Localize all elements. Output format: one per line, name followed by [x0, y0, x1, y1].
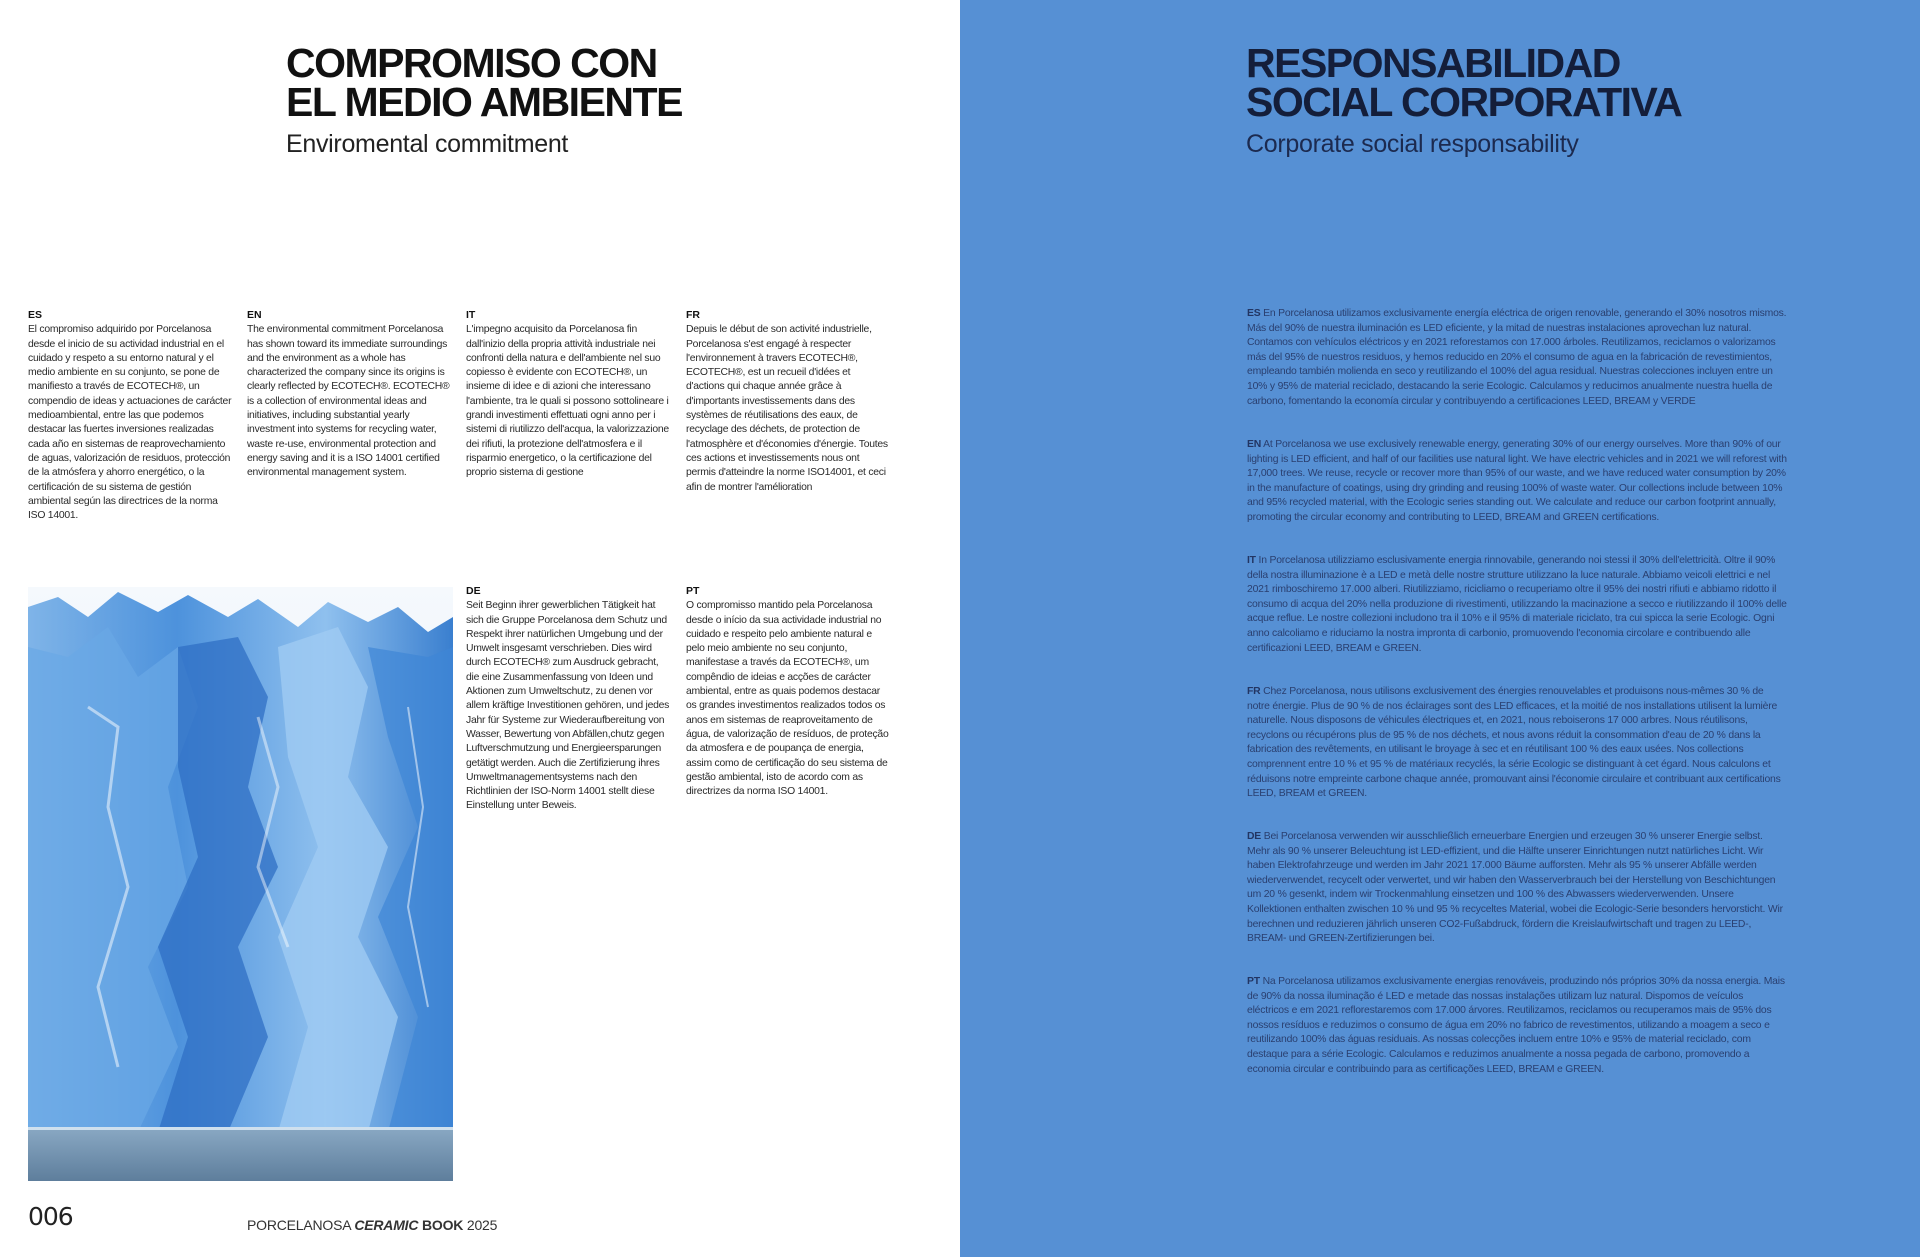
page-number: 006 [28, 1202, 73, 1231]
footer-book-rest: BOOK [421, 1217, 464, 1233]
csr-lang-en: EN [1247, 439, 1262, 450]
csr-text-en: At Porcelanosa we use exclusively renewable energy, generating 30% of our energy ourselves. More than 90% of our lighting is LED efficient, and half of our facilities use natural light. We have electric vehicles and in 2021 we will reforest with 17,000 trees. We reuse, recycle or recover more than 95% of our waste, and we have reduced water consumption by 20% in the manufacture of coatings, using dry grinding and reusing 100% of waste water. Our collections include between 10% and 95% recycled material, with the Ecologic series standing out. We calculate and reduce our carbon footprint annually, promoting the circular economy and contributing to LEED, BREAM and GREEN certifications. [1247, 439, 1787, 523]
language-label-it: IT [466, 309, 476, 321]
left-title [286, 40, 682, 125]
footer-book-title [354, 1217, 463, 1233]
csr-text-es: En Porcelanosa utilizamos exclusivamente energía eléctrica de origen renovable, generando el 30% nosotros mismos. Más del 90% de nuestra iluminación es LED eficiente, y la mitad de nuestras instalaciones aprovechan luz natural. Contamos con vehículos eléctricos y en 2021 reforestamos con 17.000 árboles. Reutilizamos, reciclamos o valorizamos más del 95% de nuestros residuos, y hemos reducido en 20% el consumo de agua en la fabricación de revestimientos, empleando también molienda en seco y reutilizando el 100% del agua residual. Nuestras colecciones incluyen entre un 10% y 95% de material reciclado, destacando la serie Ecologic. Calculamos y reducimos anualmente nuestra huella de carbono, fomentando la economía circular y contribuyendo a certificaciones LEED, BREAM y VERDE [1247, 308, 1787, 407]
csr-block-es [1247, 307, 1787, 409]
csr-block-pt [1247, 975, 1787, 1077]
footer-book-italic: CERAMIC [354, 1217, 419, 1233]
text-column-it [466, 308, 671, 481]
csr-block-de [1247, 830, 1787, 947]
text-column-en [247, 308, 452, 481]
right-title-line-1: RESPONSABILIDAD [1246, 40, 1620, 86]
language-label-pt: PT [686, 585, 700, 597]
glacier-photo [28, 587, 453, 1181]
language-label-fr: FR [686, 309, 700, 321]
left-title-line-1: COMPROMISO CON [286, 40, 657, 86]
csr-lang-de: DE [1247, 831, 1262, 842]
footer-brand: PORCELANOSA [247, 1217, 351, 1233]
text-column-es [28, 308, 233, 523]
glacier-illustration [28, 587, 453, 1181]
right-page [960, 0, 1920, 1257]
csr-text-it: In Porcelanosa utilizziamo esclusivamente energia rinnovabile, generando noi stessi il 30% dell'elettricità. Oltre il 90% della nostra illuminazione è a LED e metà delle nostre strutture utilizzano la luce naturale. Abbiamo veicoli elettrici e nel 2021 rimboschiremo 17.000 alberi. Riutilizziamo, ricicliamo o recuperiamo oltre il 95% dei nostri rifiuti e abbiamo ridotto il consumo di acqua del 20% nella produzione di rivestimenti, utilizzando la macinazione a secco e riutilizzando il 100% delle acque reflue. Le nostre collezioni includono tra il 10% e il 95% di materiale riciclato, tra cui spicca la serie Ecologic. Ogni anno calcoliamo e riduciamo la nostra impronta di carbonio, promuovendo l'economia circolare e contribuendo alle certificazioni LEED, BREAM e GREEN. [1247, 555, 1787, 654]
csr-text-pt: Na Porcelanosa utilizamos exclusivamente energias renováveis, produzindo nós próprios 30% da nossa energia. Mais de 90% da nossa iluminação é LED e metade das nossas instalações utilizam luz natural. Dispomos de veículos eléctricos e em 2021 reflorestaremos com 17.000 árvores. Reutilizamos, reciclamos ou recuperamos mais de 95% dos nossos resíduos e reduzimos o consumo de água em 20% no fabrico de revestimentos, utilizando a moagem a seco e reutilizando 100% das águas residuais. As nossas colecções incluem entre 10% e 95% de material reciclado, com destaque para a série Ecologic. Calculamos e reduzimos anualmente a nossa pegada de carbono, promovendo a economia circular e contribuindo para as certificações LEED, BREAM e GREEN. [1247, 976, 1785, 1075]
right-subtitle: Corporate social responsability [1246, 130, 1579, 158]
column-text-pt: O compromisso mantido pela Porcelanosa desde o início da sua actividade industrial no cuidado e respeito pelo ambiente natural e pelo meio ambiente no seu conjunto, manifestase a través da ECOTECH®, um compêndio de ideias e acções de carácter ambiental, entre as quais podemos destacar os grandes investimentos realizados todos os anos em sistemas de reaproveitamento de água, de valorização de resíduos, de proteção da atmosfera e de poupança de energia, assim como de certificação do seu sistema de gestão ambiental, isto de acordo com as directrizes da norma ISO 14001. [686, 600, 889, 798]
left-subtitle: Enviromental commitment [286, 130, 569, 158]
column-text-en: The environmental commitment Porcelanosa has shown toward its immediate surroundings and the environment as a whole has characterized the company since its origins is clearly reflected by ECOTECH®. ECOTECH® is a collection of environmental ideas and initiatives, including substantial yearly investment into systems for recycling water, waste re-use, environmental protection and energy saving and it is a ISO 14001 certified environmental management system. [247, 324, 450, 479]
language-label-en: EN [247, 309, 262, 321]
language-label-de: DE [466, 585, 481, 597]
text-column-fr [686, 308, 891, 495]
right-title [1246, 40, 1682, 125]
csr-block-en [1247, 438, 1787, 526]
csr-lang-pt: PT [1247, 976, 1260, 987]
csr-text-fr: Chez Porcelanosa, nous utilisons exclusivement des énergies renouvelables et produisons nous-mêmes 30 % de notre énergie. Plus de 90 % de nos éclairages sont des LED efficaces, et la moitié de nos installations utilisent la lumière naturelle. Nous disposons de véhicules électriques et, en 2021, nous reboiserons 17 000 arbres. Nous réutilisons, recyclons ou récupérons plus de 95 % de nos déchets, et nous avons réduit la consommation d'eau de 20 % dans la fabrication des revêtements, en utilisant le broyage à sec et en réutilisant 100 % des eaux usées. Nos collections comprennent entre 10 % et 95 % de matériaux recyclés, la série Ecologic se distinguant à cet égard. Nous calculons et réduisons notre empreinte carbone chaque année, promouvant ainsi l'économie circulaire et contribuant aux certifications LEED, BREAM et GREEN. [1247, 686, 1781, 800]
footer-branding [247, 1217, 497, 1233]
text-column-pt [686, 584, 891, 799]
footer-year: 2025 [466, 1217, 498, 1233]
csr-text-de: Bei Porcelanosa verwenden wir ausschließlich erneuerbare Energien und erzeugen 30 % unserer Energie selbst. Mehr als 90 % unserer Beleuchtung ist LED-effizient, und die Hälfte unserer Einrichtungen nutzt natürliches Licht. Wir haben Elektrofahrzeuge und werden im Jahr 2021 17.000 Bäume aufforsten. Mehr als 95 % unserer Abfälle werden wiederverwendet, recycelt oder verwertet, und wir haben den Wasserverbrauch bei der Herstellung von Beschichtungen um 20 % gesenkt, indem wir Trockenmahlung einsetzen und 100 % des Abwassers wiederverwenden. Unsere Kollektionen enthalten zwischen 10 % und 95 % recyceltes Material, wobei die Ecologic-Serie besonders hervorsticht. Wir berechnen und reduzieren jährlich unseren CO2-Fußabdruck, fördern die Kreislaufwirtschaft und tragen zu LEED-, BREAM- und GREEN-Zertifizierungen bei. [1247, 831, 1783, 945]
text-column-de [466, 584, 671, 814]
csr-lang-es: ES [1247, 308, 1261, 319]
csr-block-fr [1247, 685, 1787, 802]
csr-lang-fr: FR [1247, 686, 1261, 697]
right-title-line-2: SOCIAL CORPORATIVA [1246, 79, 1682, 125]
left-title-line-2: EL MEDIO AMBIENTE [286, 79, 682, 125]
language-label-es: ES [28, 309, 43, 321]
column-text-fr: Depuis le début de son activité industrielle, Porcelanosa s'est engagé à respecter l'environnement à travers ECOTECH®, ECOTECH®, est un recueil d'idées et d'actions qui chaque année grâce à d'importants investissements dans des systèmes de réutilisations des eaux, de recyclage des déchets, de protection de l'atmosphère et d'économies d'énergie. Toutes ces actions et investissements nous ont permis d'atteindre la norme ISO14001, et ceci afin de montrer l'amélioration [686, 324, 888, 493]
csr-block-it [1247, 554, 1787, 656]
column-text-es: El compromiso adquirido por Porcelanosa desde el inicio de su actividad industrial en el cuidado y respeto a su entorno natural y el medio ambiente en su conjunto, se pone de manifiesto a través de ECOTECH®, un compendio de ideas y actuaciones de carácter medioambiental, entre las que podemos destacar las fuertes inversiones realizadas cada año en sistemas de reaprovechamiento de aguas, valorización de residuos, protección de la atmósfera y ahorro energético, o la certificación de su sistema de gestión ambiental según las directrices de la norma ISO 14001. [28, 324, 232, 522]
column-text-de: Seit Beginn ihrer gewerblichen Tätigkeit hat sich die Gruppe Porcelanosa dem Schutz und Respekt ihrer natürlichen Umgebung und der Umwelt insgesamt verschrieben. Dies wird durch ECOTECH® zum Ausdruck gebracht, die eine Zusammenfassung von Ideen und Aktionen zum Umweltschutz, zu denen vor allem kräftige Investitionen gehören, und jedes Jahr für Systeme zur Wiederaufbereitung von Wasser, Bewertung von Abfällen,chutz gegen Luftverschmutzung und Energieersparungen getätigt werden. Auch die Zertifizierung ihres Umweltmanagementsystems nach den Richtlinien der ISO-Norm 14001 stellt diese Einstellung unter Beweis. [466, 600, 670, 812]
column-text-it: L'impegno acquisito da Porcelanosa fin dall'inizio della propria attività industriale nei confronti della natura e dell'ambiente nel suo copiesso è evidente con ECOTECH®, un insieme di idee e di azioni che interessano l'ambiente, tra le quali si possono sottolineare i grandi investimenti effettuati ogni anno per i sistemi di riutilizzo dell'acqua, la valorizzazione dei rifiuti, la protezione dell'atmosfera e il risparmio energetico, o la certificazione del proprio sistema di gestione [466, 324, 669, 479]
csr-lang-it: IT [1247, 555, 1256, 566]
